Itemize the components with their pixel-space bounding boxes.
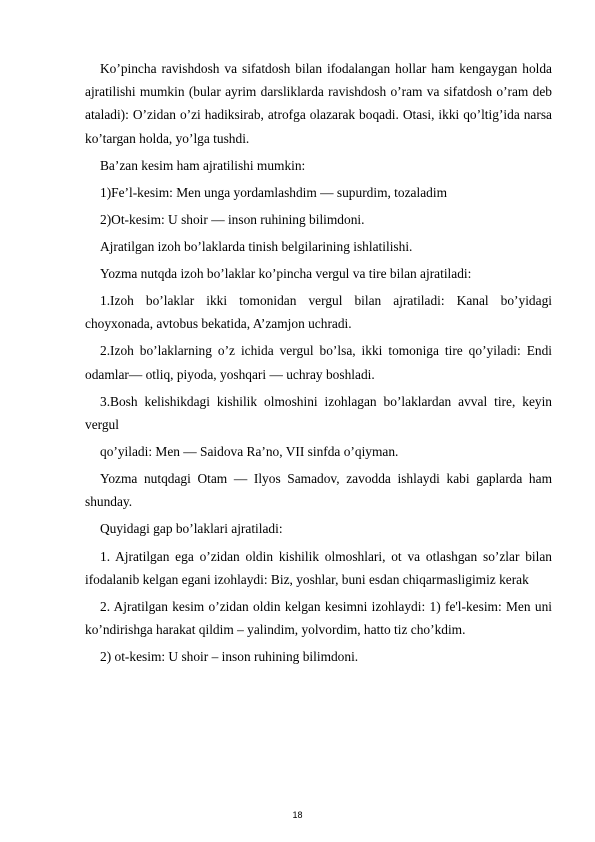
paragraph-6: Yozma nutqda izoh bo’laklar ko’pincha vergul va tire bilan ajratiladi: [100,266,472,282]
paragraph-2: Ba’zan kesim ham ajratilishi mumkin: [100,157,306,173]
paragraph-15: 2) ot-kesim: U shoir – inson ruhining bilimdoni. [100,649,359,665]
paragraph-5: Ajratilgan izoh bo’laklarda tinish belgilarining ishlatilishi. [100,238,413,254]
page-number: 18 [292,810,303,820]
paragraph-14: 2. Ajratilgan kesim o’zidan oldin kelgan kesimni izohlaydi: 1) fe'l-kesim: Men uni ko’ndirishga harakat qildim – yalindim, yolvordim, hatto tiz cho’kdim. [85,598,552,638]
paragraph-1: Ko’pincha ravishdosh va sifatdosh bilan ifodalangan hollar ham kengaygan holda ajratilishi mumkin (bular ayrim darsliklarda ravishdosh o’ram va sifatdosh o’ram deb ataladi): O’zidan o’zi hadiksirab, atrofga olazarak boqadi. Otasi, ikki qo’ltig’ida narsa ko’targan holda, yo’lga tushdi. [85,61,552,146]
paragraph-11: Yozma nutqdagi Otam — Ilyos Samadov, zavodda ishlaydi kabi gaplarda ham shunday. [85,471,552,510]
paragraph-9: 3.Bosh kelishikdagi kishilik olmoshini izohlagan bo’laklardan avval tire, keyin vergul [85,393,552,432]
paragraph-13: 1. Ajratilgan ega o’zidan oldin kishilik olmoshlari, ot va otlashgan so’zlar bilan ifodalanib kelgan egani izohlaydi: Biz, yoshlar, buni esdan chiqarmasligimiz kerak [85,548,552,587]
page-body [85,57,552,672]
paragraph-10: qo’yiladi: Men — Saidova Ra’no, VII sinfda o’qiyman. [100,444,399,460]
paragraph-7: 1.Izoh bo’laklar ikki tomonidan vergul bilan ajratiladi: Kanal bo’yidagi choyxonada, avtobus bekatida, A’zamjon uchradi. [85,293,552,332]
paragraph-12: Quyidagi gap bo’laklari ajratiladi: [100,521,283,537]
paragraph-8: 2.Izoh bo’laklarning o’z ichida vergul bo’lsa, ikki tomoniga tire qo’yiladi: Endi odamlar— otliq, piyoda, yoshqari — uchray boshladi. [85,343,552,382]
paragraph-4: 2)Ot-kesim: U shoir — inson ruhining bilimdoni. [100,211,365,227]
paragraph-3: 1)Fe’l-kesim: Men unga yordamlashdim — supurdim, tozaladim [100,184,447,200]
